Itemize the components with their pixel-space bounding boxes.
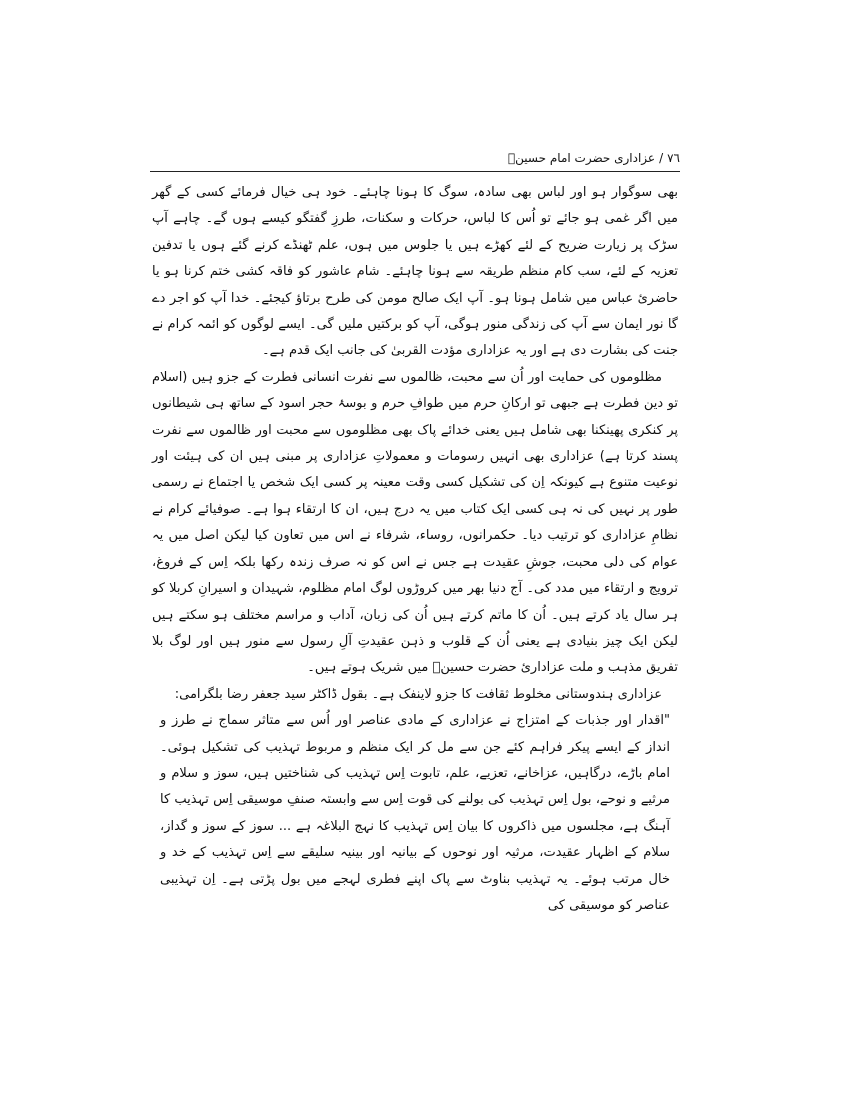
- header-rule: [150, 171, 680, 172]
- paragraph-3: عزاداری ہندوستانی مخلوط ثقافت کا جزو لاینفک ہے۔ بقول ڈاکٹر سید جعفر رضا بلگرامی:: [174, 686, 662, 702]
- book-title: عزاداری حضرت امام حسینؑ: [507, 151, 656, 165]
- running-header: [150, 150, 680, 166]
- page-number: ٧٦: [667, 151, 680, 165]
- block-quote: "اقدار اور جذبات کے امتزاج نے عزاداری کے مادی عناصر اور اُس سے متاثر سماج نے طرز و انداز کے ایسے پیکر فراہم کئے جن سے مل کر ایک منظم و مربوط تہذیب کی تشکیل ہوئی۔ امام باڑے، درگاہیں، عزاخانے، تعزیے، علم، تابوت اِس تہذیب کی شناختیں ہیں، سوز و سلام و مرثیے و نوحے، بول اِس تہذیب کی بولنے کی قوت اِس سے وابستہ صنفِ موسیقی اِس تہذیب کا آہنگ ہے، مجلسوں میں ذاکروں کا بیان اِس تہذیب کا نہج البلاغہ ہے ... سوز کے سوز و گداز، سلام کے اظہار عقیدت، مرثیہ اور نوحوں کے بیانیہ اور بینیہ سلیقے سے اِس تہذیب کے خد و خال مرتب ہوئے۔ یہ تہذیب بناوٹ سے پاک اپنے فطری لہجے میں بول پڑتی ہے۔ اِن تہذیبی عناصر کو موسیقی کی: [160, 713, 670, 913]
- paragraph-2: مظلوموں کی حمایت اور اُن سے محبت، ظالموں سے نفرت انسانی فطرت کے جزو ہیں (اسلام تو دین فطرت ہے جبھی تو ارکانِ حرم میں طوافِ حرم و بوسۂ حجر اسود کے ساتھ ہی شیطانوں پر کنکری پھینکنا بھی شامل ہیں یعنی خدائے پاک بھی مظلوموں سے محبت اور ظالموں سے نفرت پسند کرتا ہے) عزاداری بھی انہیں رسومات و معمولاتِ عزاداری پر مبنی ہیں ان کی ہیئت اور نوعیت متنوع ہے کیونکہ اِن کی تشکیل کسی وقت معینہ پر کسی ایک شخص یا اجتماع نے رسمی طور پر نہیں کی نہ ہی کسی ایک کتاب میں یہ درج ہیں، ان کا ارتقاء ہوا ہے۔ صوفیائے کرام نے نظامِ عزاداری کو ترتیب دیا۔ حکمرانوں، روساء، شرفاء نے اس میں تعاون کیا لیکن اصل میں یہ عوام کی دلی محبت، جوشِ عقیدت ہے جس نے اس کو نہ صرف زندہ رکھا بلکہ اِس کے فروغ، ترویج و ارتقاء میں مدد کی۔ آج دنیا بھر میں کروڑوں لوگ امام مظلوم، شہیدان و اسیرانِ کربلا کو ہر سال یاد کرتے ہیں۔ اُن کا ماتم کرتے ہیں اُن کی زبان، آداب و مراسم مختلف ہو سکتے ہیں لیکن ایک چیز بنیادی ہے یعنی اُن کے قلوب و ذہن عقیدتِ آلِ رسول سے منور ہیں اور لوگ بلا تفریق مذہب و ملت عزاداریٔ حضرت حسینؑ میں شریک ہوتے ہیں۔: [152, 369, 678, 676]
- paragraph-1: بھی سوگوار ہو اور لباس بھی سادہ، سوگ کا ہونا چاہئے۔ خود ہی خیال فرمائے کسی کے گھر میں اگر غمی ہو جائے تو اُس کا لباس، حرکات و سکنات، طرزِ گفتگو کیسے ہوں گے۔ چاہے آپ سڑک پر زیارت ضریح کے لئے کھڑے ہیں یا جلوس میں ہوں، علم ٹھنڈے کرنے گئے ہوں یا تدفین تعزیہ کے لئے، سب کام منظم طریقہ سے ہونا چاہئے۔ شام عاشور کو فاقہ کشی ختم کرنا ہو یا حاضریٔ عباس میں شامل ہونا ہو۔ آپ ایک صالح مومن کی طرح برتاؤ کیجئے۔ خدا آپ کو اجر دے گا نور ایمان سے آپ کی زندگی منور ہوگی، آپ کو برکتیں ملیں گی۔ ایسے لوگوں کو ائمہ کرام نے جنت کی بشارت دی ہے اور یہ عزاداری مؤدت القربیٰ کی جانب ایک قدم ہے۔: [152, 185, 678, 359]
- body-text: [152, 180, 678, 919]
- header-separator: /: [659, 151, 664, 165]
